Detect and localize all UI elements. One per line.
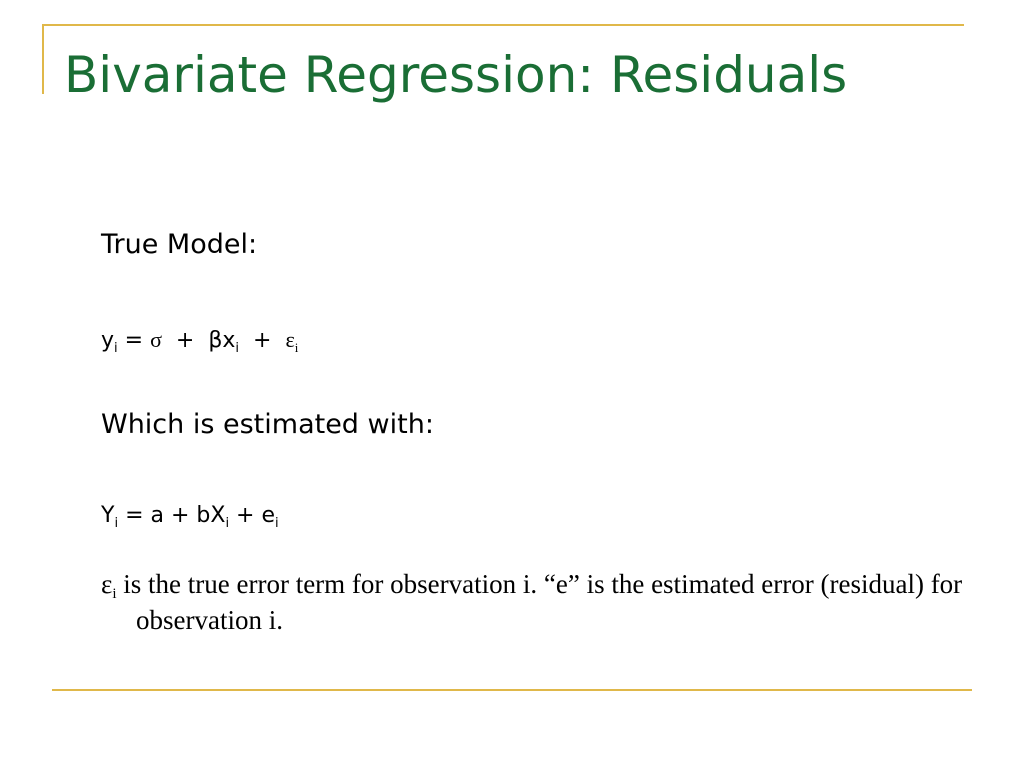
note-epsilon: ε: [101, 569, 113, 599]
est-Y-subscript: i: [114, 516, 119, 531]
true-model-label: True Model:: [101, 229, 258, 260]
eq-equals: =: [117, 328, 151, 353]
est-Y: Y: [101, 503, 115, 528]
est-e-subscript: i: [275, 516, 279, 531]
eq-x-subscript: i: [235, 341, 240, 356]
eq-plus: +: [239, 328, 286, 353]
est-X-subscript: i: [225, 516, 230, 531]
frame-top-rule: [42, 24, 964, 26]
eq-y: y: [101, 328, 115, 353]
eq-y-subscript: i: [114, 341, 118, 356]
frame-bottom-rule: [52, 689, 972, 691]
slide-title: Bivariate Regression: Residuals: [64, 46, 848, 104]
estimated-equation: [101, 496, 279, 536]
note-text: is the true error term for observation i. “e” is the estimated error (residual) for observation i.: [116, 569, 963, 635]
estimated-label: Which is estimated with:: [101, 409, 434, 440]
eq-beta-x: + βx: [161, 328, 236, 353]
est-plus-e: + e: [229, 503, 276, 528]
eq-sigma: σ: [150, 327, 162, 352]
eq-epsilon: ε: [285, 327, 295, 352]
eq-epsilon-subscript: i: [294, 340, 299, 355]
est-rhs: = a + bX: [118, 503, 226, 528]
residual-note: [101, 566, 996, 638]
true-model-equation: [101, 320, 298, 361]
note-epsilon-subscript: i: [112, 586, 117, 602]
frame-left-rule: [42, 24, 44, 94]
